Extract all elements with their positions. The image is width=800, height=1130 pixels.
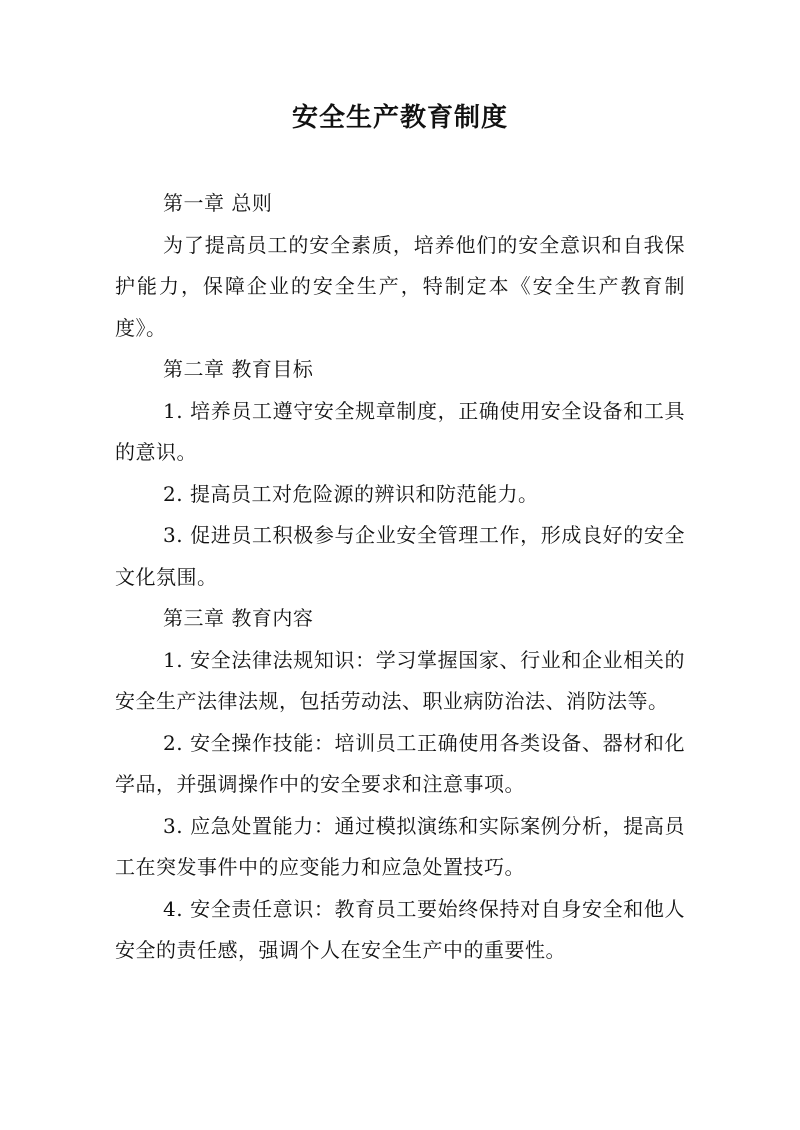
chapter-heading: 第一章 总则 bbox=[163, 191, 273, 215]
document-title: 安全生产教育制度 bbox=[291, 103, 508, 133]
list-item: 3. 促进员工积极参与企业安全管理工作，形成良好的安全文化氛围。 bbox=[115, 523, 685, 589]
list-item: 4. 安全责任意识：教育员工要始终保持对自身安全和他人安全的责任感，强调个人在安全生产中的重要性。 bbox=[115, 896, 685, 962]
chapter-heading: 第二章 教育目标 bbox=[163, 357, 314, 381]
paragraph: 为了提高员工的安全素质，培养他们的安全意识和自我保护能力，保障企业的安全生产，特制定本《安全生产教育制度》。 bbox=[115, 232, 685, 340]
list-item: 3. 应急处置能力：通过模拟演练和实际案例分析，提高员工在突发事件中的应变能力和应急处置技巧。 bbox=[115, 813, 685, 879]
chapter-heading: 第三章 教育内容 bbox=[163, 606, 314, 630]
list-item: 1. 安全法律法规知识：学习掌握国家、行业和企业相关的安全生产法律法规，包括劳动法、职业病防治法、消防法等。 bbox=[115, 647, 685, 713]
list-item: 1. 培养员工遵守安全规章制度，正确使用安全设备和工具的意识。 bbox=[115, 398, 685, 464]
list-item: 2. 提高员工对危险源的辨识和防范能力。 bbox=[163, 481, 539, 506]
document-body bbox=[115, 183, 685, 972]
list-item: 2. 安全操作技能：培训员工正确使用各类设备、器材和化学品，并强调操作中的安全要求和注意事项。 bbox=[115, 730, 685, 796]
